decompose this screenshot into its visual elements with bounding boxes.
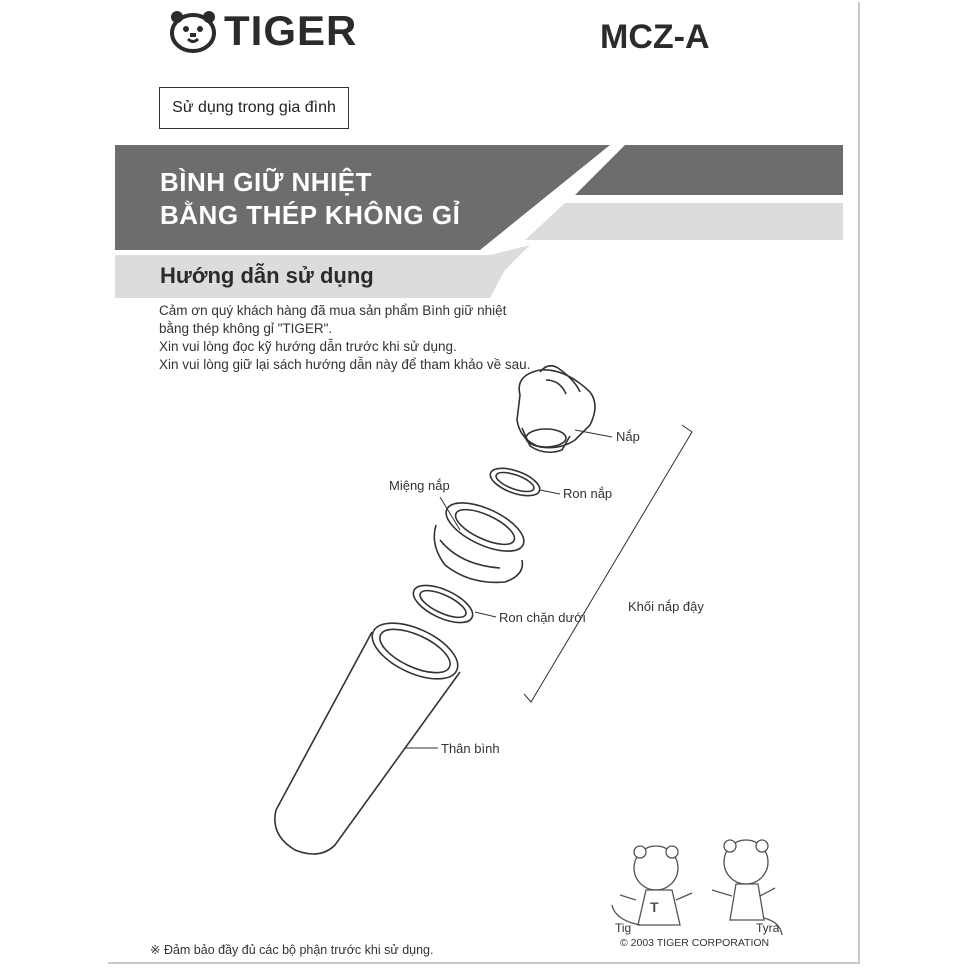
brand-name: TIGER <box>224 7 358 54</box>
label-cap-gasket: Ron nắp <box>563 486 613 501</box>
usage-note-box: Sử dụng trong gia đình <box>159 87 349 129</box>
model-number: MCZ-A <box>600 18 710 56</box>
lower-gasket-part <box>408 578 478 630</box>
cap-gasket-part <box>487 463 543 501</box>
cap-part <box>517 366 595 453</box>
intro-line-4: Xin vui lòng giữ lại sách hướng dẫn này để tham khảo về sau. <box>159 357 531 372</box>
label-lower-gasket: Ron chặn dưới <box>499 610 586 625</box>
mascot-name-tig: Tig <box>615 921 632 935</box>
intro-line-3: Xin vui lòng đọc kỹ hướng dẫn trước khi sử dụng. <box>159 339 457 354</box>
subtitle: Hướng dẫn sử dụng <box>160 263 374 288</box>
footnote: ※ Đảm bảo đầy đủ các bộ phận trước khi sử dụng. <box>150 943 434 957</box>
mascot-name-tyra: Tyra <box>756 921 780 935</box>
intro-line-2: bằng thép không gỉ "TIGER". <box>159 321 333 336</box>
lid-mouth-part <box>434 493 530 582</box>
lid-assembly-bracket <box>524 425 692 702</box>
mascot-tig-icon <box>612 846 692 925</box>
label-lid-assembly: Khối nắp đậy <box>628 599 704 614</box>
title-line-1: BÌNH GIỮ NHIỆT <box>160 167 373 197</box>
svg-text:T: T <box>650 899 659 915</box>
label-lid-mouth: Miệng nắp <box>389 478 450 493</box>
copyright: © 2003 TIGER CORPORATION <box>620 937 770 949</box>
label-cap: Nắp <box>616 429 640 444</box>
body-part <box>275 612 466 854</box>
title-line-2: BẰNG THÉP KHÔNG GỈ <box>160 200 461 230</box>
intro-line-1: Cảm ơn quý khách hàng đã mua sản phẩm Bình giữ nhiệt <box>159 303 507 318</box>
label-body: Thân bình <box>441 741 500 756</box>
